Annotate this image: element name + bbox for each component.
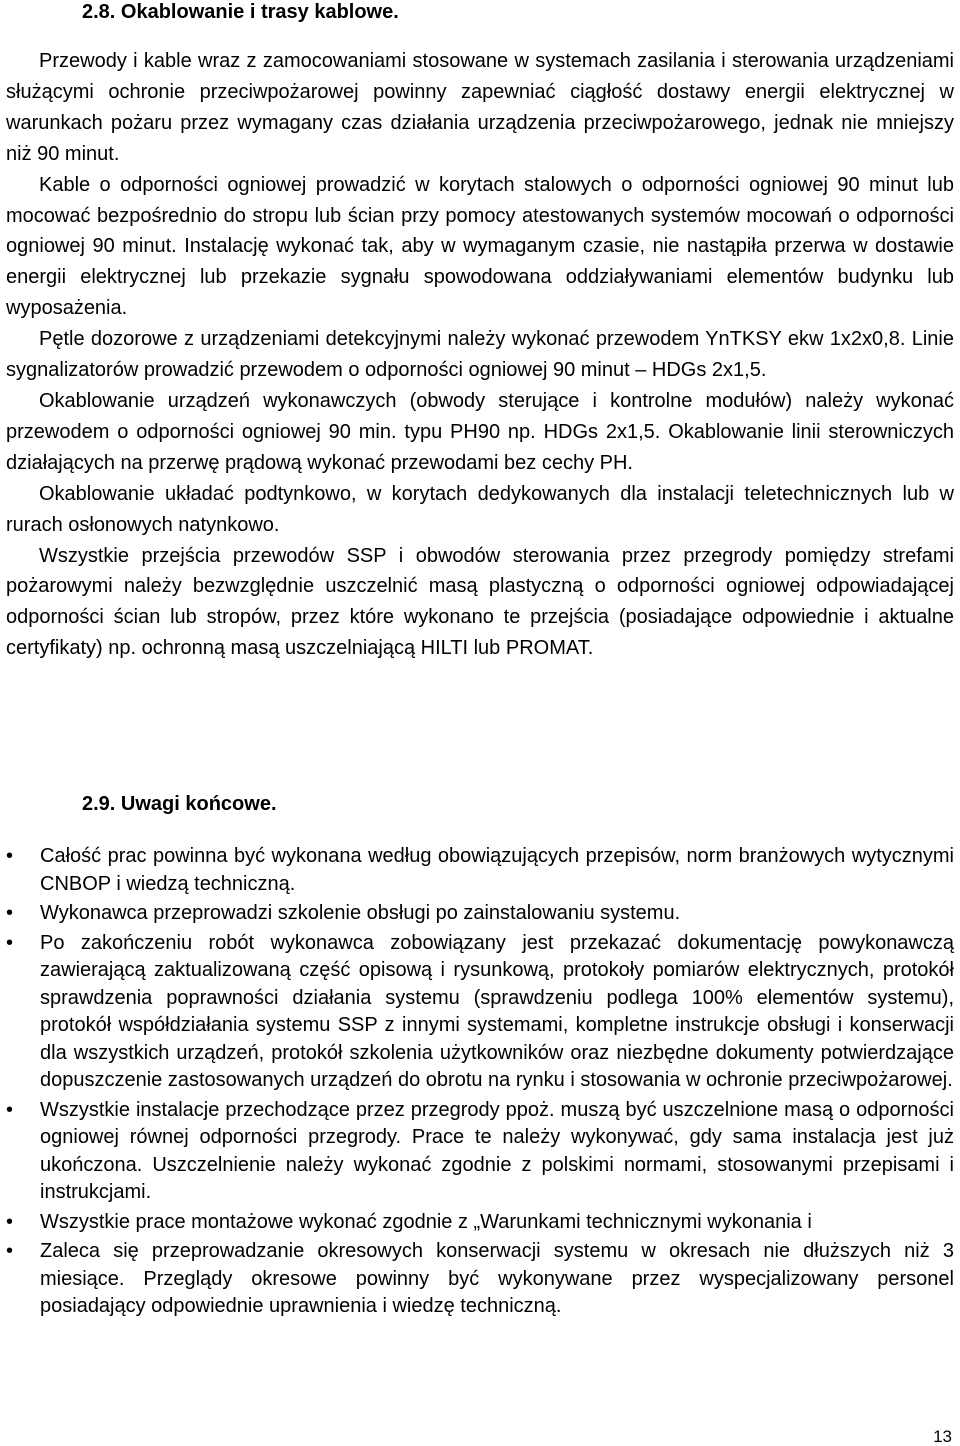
paragraph: Pętle dozorowe z urządzeniami detekcyjnymi należy wykonać przewodem YnTKSY ekw 1x2x0,8. Linie sygnalizatorów prowadzić przewodem o odporności ogniowej 90 minut – HDGs 2x1,5.	[6, 328, 954, 382]
paragraph: Okablowanie urządzeń wykonawczych (obwody sterujące i kontrolne modułów) należy wykonać przewodem o odporności ogniowej 90 min. typu PH90 np. HDGs 2x1,5. Okablowanie linii sterowniczych działających na przerwę prądową wykonać przewodami bez cechy PH.	[6, 389, 954, 474]
list-item	[6, 1209, 954, 1237]
paragraph: Kable o odporności ogniowej prowadzić w korytach stalowych o odporności ogniowej 90 minut lub mocować bezpośrednio do stropu lub ścian przy pomocy atestowanych systemów mocowań o odporności ogniowej 90 minut. Instalację wykonać tak, aby w wymaganym czasie, nie nastąpiła przerwa w dostawie energii elektrycznej lub przekazie sygnału spowodowana oddziaływaniami elementów budynku lub wyposażenia.	[6, 173, 954, 320]
paragraph: Wszystkie przejścia przewodów SSP i obwodów sterowania przez przegrody pomiędzy strefami pożarowymi należy bezwzględnie uszczelnić masą plastyczną o odporności ogniowej odpowiadającej odporności ścian lub stropów, przez które wykonano te przejścia (posiadające odpowiednie i aktualne certyfikaty) np. ochronną masą uszczelniającą HILTI lub PROMAT.	[6, 544, 954, 660]
bullet-icon: •	[6, 845, 14, 867]
bullet-icon: •	[6, 902, 14, 924]
list-item-text: Wszystkie instalacje przechodzące przez przegrody ppoż. muszą być uszczelnione masą o odporności ogniowej równej odporności przegrody. Prace te należy wykonywać, gdy sama instalacja jest już ukończona. Uszczelnienie należy wykonać zgodnie z polskimi normami, stosowanymi przepisami i instrukcjami.	[40, 1098, 954, 1203]
page-number: 13	[933, 1427, 952, 1446]
bullet-list	[6, 843, 954, 1323]
section-heading-2-9: 2.9. Uwagi końcowe.	[82, 793, 277, 815]
list-item	[6, 1097, 954, 1207]
section-body-2-8	[6, 46, 954, 664]
bullet-icon: •	[6, 931, 14, 954]
list-item-text: Zaleca się przeprowadzanie okresowych konserwacji systemu w okresach nie dłuższych niż 3 miesiące. Przeglądy okresowe powinny być wykonywane przez wyspecjalizowany personel posiadający odpowiednie uprawnienia i wiedzę techniczną.	[40, 1240, 954, 1317]
list-item-text: Całość prac powinna być wykonana według obowiązujących przepisów, norm branżowych wytycznymi CNBOP i wiedzą techniczną.	[40, 845, 954, 895]
paragraph: Okablowanie układać podtynkowo, w korytach dedykowanych dla instalacji teletechnicznych lub w rurach osłonowych natynkowo.	[6, 482, 954, 536]
paragraph: Przewody i kable wraz z zamocowaniami stosowane w systemach zasilania i sterowania urządzeniami służącymi ochronie przeciwpożarowej powinny zapewniać ciągłość dostawy energii elektrycznej w warunkach pożaru przez wymagany czas działania urządzenia przeciwpożarowego, jednak nie mniejszy niż 90 minut.	[6, 50, 954, 165]
list-item-text: Wykonawca przeprowadzi szkolenie obsługi po zainstalowaniu systemu.	[40, 902, 681, 924]
list-item	[6, 1238, 954, 1321]
list-item-text: Wszystkie prace montażowe wykonać zgodnie z „Warunkami technicznymi wykonania i	[40, 1210, 812, 1233]
list-item	[6, 843, 954, 898]
list-item-text: Po zakończeniu robót wykonawca zobowiązany jest przekazać dokumentację powykonawczą zawierającą zaktualizowaną część opisową i rysunkową, protokoły pomiarów elektrycznych, protokół sprawdzenia poprawności działania systemu (sprawdzeniu podlega 100% elementów systemu), protokół współdziałania systemu SSP z innymi systemami, kompletne instrukcje obsługi i konserwacji dla wszystkich urządzeń, protokół szkolenia użytkowników oraz niezbędne dokumenty potwierdzające dopuszczenie zastosowanych urządzeń do obrotu na rynku i stosowania w ochronie przeciwpożarowej.	[40, 931, 954, 1091]
list-item	[6, 930, 954, 1095]
bullet-icon: •	[6, 1240, 14, 1262]
list-item	[6, 900, 954, 928]
bullet-icon: •	[6, 1098, 14, 1121]
section-heading-2-8: 2.8. Okablowanie i trasy kablowe.	[82, 1, 399, 23]
bullet-icon: •	[6, 1210, 14, 1233]
